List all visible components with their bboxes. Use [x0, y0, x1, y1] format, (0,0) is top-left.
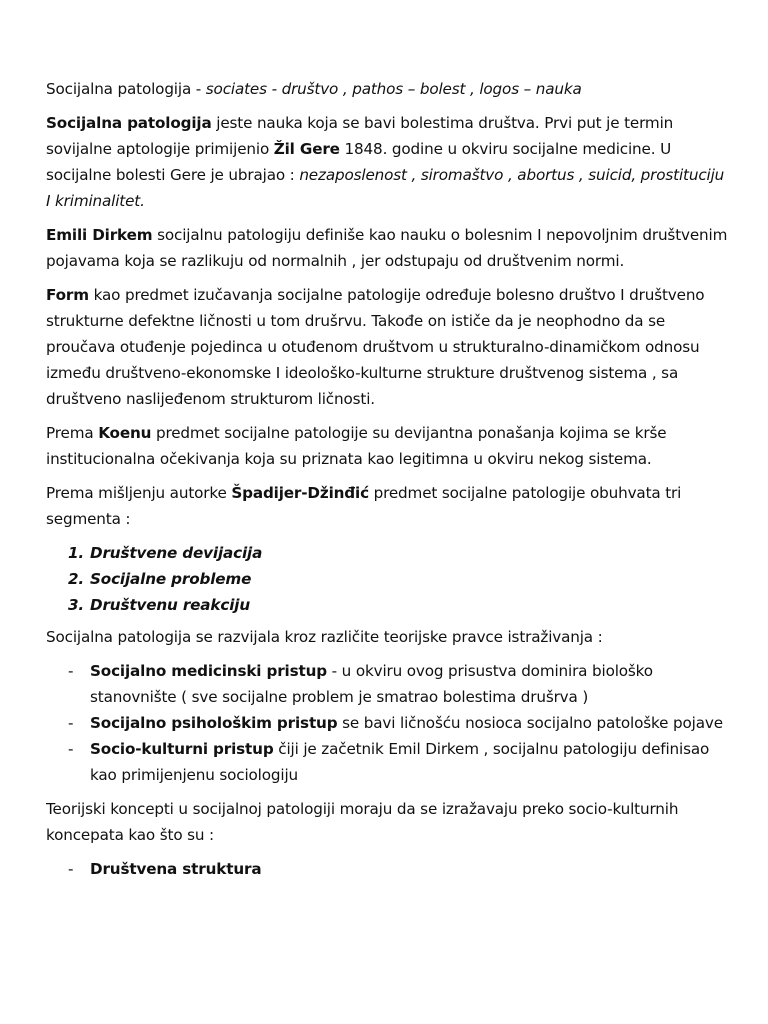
concept-title: Društvena struktura	[90, 860, 262, 878]
list-dash: -	[68, 740, 74, 758]
list-dash: -	[68, 662, 74, 680]
list-item	[68, 592, 728, 618]
paragraph-form	[46, 282, 728, 412]
approaches-list	[46, 658, 728, 788]
list-number: 2.	[68, 570, 85, 588]
list-number: 3.	[68, 596, 85, 614]
paragraph-theories: Socijalna patologija se razvijala kroz različite teorijske pravce istraživanja :	[46, 628, 603, 646]
list-text: - u okviru ovog prisustva dominira biološko stanovnište ( sve socijalne problem je smatrao bolestima drušrva )	[90, 662, 653, 706]
list-item	[68, 566, 728, 592]
author-name: Žil Gere	[273, 140, 340, 158]
paragraph-text: Prema mišljenju autorke	[46, 484, 232, 502]
paragraph-dirkem	[46, 222, 728, 274]
approach-title: Socijalno medicinski pristup	[90, 662, 327, 680]
list-item	[68, 540, 728, 566]
paragraph-spadijer	[46, 480, 728, 532]
list-number: 1.	[68, 544, 85, 562]
paragraph-definition	[46, 110, 728, 214]
paragraph-text: Prema	[46, 424, 99, 442]
intro-etymology: sociates - društvo , pathos – bolest , logos – nauka	[205, 80, 582, 98]
list-text: Društvene devijacija	[90, 544, 263, 562]
paragraph-text: predmet socijalne patologije su devijantna ponašanja kojima se krše institucionalna očekivanja koja su priznata kao legitimna u okviru nekog sistema.	[46, 424, 667, 468]
concepts-list	[46, 856, 728, 882]
disease-list: nezaposlenost , siromaštvo , abortus , suicid, prostituciju I kriminalitet.	[46, 166, 725, 210]
paragraph-text: kao predmet izučavanja socijalne patologije određuje bolesno društvo I društveno strukturne defektne ličnosti u tom drušrvu. Takođe on ističe da je neophodno da se proučava otuđenje pojedinca u otuđenom društvom u strukturalno-dinamičkom odnosu između društveno-ekonomske I ideološko-kulturne strukture društvenog sistema , sa društveno naslijeđenom strukturom ličnosti.	[46, 286, 705, 408]
list-dash: -	[68, 860, 74, 878]
paragraph-text: 1848. godine u okviru socijalne medicine. U socijalne bolesti Gere je ubrajao :	[46, 140, 672, 184]
paragraph-text: socijalnu patologiju definiše kao nauku o bolesnim I nepovoljnim društvenim pojavama koja se razlikuju od normalnih , jer odstupaju od društvenim normi.	[46, 226, 728, 270]
list-dash: -	[68, 714, 74, 732]
list-item	[46, 658, 728, 710]
paragraph-concepts: Teorijski koncepti u socijalnoj patologiji moraju da se izražavaju preko socio-kulturnih koncepata kao što su :	[46, 800, 679, 844]
list-text: se bavi ličnošću nosioca socijalno patološke pojave	[337, 714, 723, 732]
list-text: čiji je začetnik Emil Dirkem , socijalnu patologiju definisao kao primijenjenu sociologiju	[90, 740, 710, 784]
list-item	[46, 736, 728, 788]
list-item	[46, 710, 728, 736]
author-name: Špadijer-Džinđić	[231, 484, 369, 502]
approach-title: Socijalno psihološkim pristup	[90, 714, 338, 732]
paragraph-text: jeste nauka koja se bavi bolestima društva. Prvi put je termin sovijalne aptologije primijenio	[46, 114, 674, 158]
segments-list	[46, 540, 728, 618]
list-item	[46, 856, 728, 882]
intro-term: Socijalna patologija -	[46, 80, 206, 98]
paragraph-text: predmet socijalne patologije obuhvata tri segmenta :	[46, 484, 682, 528]
author-name: Koenu	[98, 424, 152, 442]
paragraph-koen	[46, 420, 728, 472]
list-text: Društvenu reakciju	[90, 596, 250, 614]
approach-title: Socio-kulturni pristup	[90, 740, 274, 758]
list-text: Socijalne probleme	[90, 570, 252, 588]
term-bold: Socijalna patologija	[46, 114, 212, 132]
author-name: Emili Dirkem	[46, 226, 153, 244]
intro-line	[46, 76, 728, 102]
author-name: Form	[46, 286, 89, 304]
